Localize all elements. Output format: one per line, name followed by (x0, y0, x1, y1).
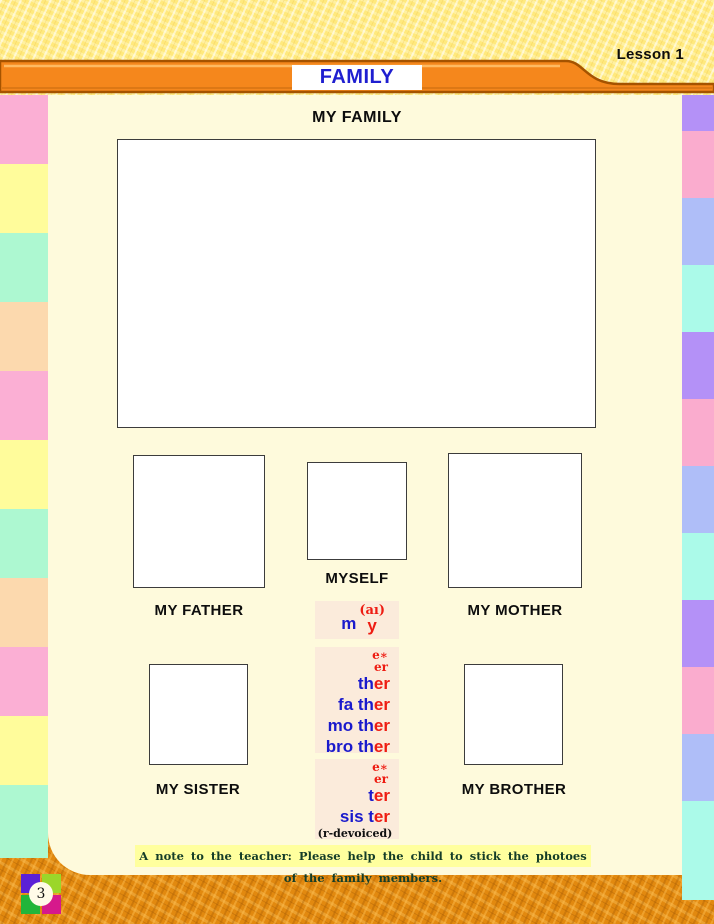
ther-sup-2: er (374, 660, 388, 674)
page-number-badge (21, 874, 61, 914)
stripe (0, 302, 48, 371)
ter-sup-1: e∗ (372, 760, 388, 774)
my-red-part: y (367, 616, 377, 635)
my-phonics-box (315, 601, 399, 639)
stripe (682, 332, 714, 399)
stripe (0, 95, 48, 164)
stripe (0, 578, 48, 647)
stripe (682, 265, 714, 332)
mother-label: MY MOTHER (467, 602, 563, 619)
stripe (682, 667, 714, 734)
stripe (0, 233, 48, 302)
stripe (0, 440, 48, 509)
phonics-word: ter (368, 786, 390, 805)
phonics-word: mo ther (327, 716, 390, 735)
page-title: MY FAMILY (312, 109, 402, 126)
stripe (0, 371, 48, 440)
stripe (0, 716, 48, 785)
lesson-label: Lesson 1 (616, 46, 684, 63)
stripe (682, 801, 714, 900)
my-superscript: (aı) (359, 603, 385, 618)
stripe (0, 785, 48, 858)
stripe (682, 533, 714, 600)
stripe (682, 399, 714, 466)
phonics-word: sis ter (339, 807, 390, 826)
myself-photo-box (307, 462, 407, 560)
right-stripe-column (682, 95, 714, 900)
teacher-note: A note to the teacher: Please help the child to stick the photoes of the family members. (135, 845, 591, 867)
stripe (682, 466, 714, 533)
phonics-word: ther (357, 674, 390, 693)
stripe (682, 198, 714, 265)
sister-photo-box (149, 664, 248, 765)
brother-label: MY BROTHER (461, 781, 567, 798)
stripe (682, 734, 714, 801)
left-stripe-column (0, 95, 48, 858)
my-blue-part: m (341, 614, 357, 633)
ther-phonics-box (315, 647, 399, 756)
mother-photo-box (448, 453, 582, 588)
father-label: MY FATHER (154, 602, 244, 619)
stripe (0, 647, 48, 716)
brother-photo-box (464, 664, 563, 765)
my-y-column (359, 604, 385, 634)
r-devoiced-note: (r-devoiced) (317, 827, 393, 840)
ter-sup-2: er (374, 772, 388, 786)
stripe (682, 600, 714, 667)
stripe (0, 164, 48, 233)
phonics-word: bro ther (325, 737, 390, 756)
phonics-word: fa ther (338, 695, 390, 714)
family-photo-box (117, 139, 596, 428)
ther-sup-1: e∗ (372, 648, 388, 662)
sister-label: MY SISTER (155, 781, 241, 798)
father-photo-box (133, 455, 265, 588)
ter-phonics-box (315, 759, 399, 839)
banner-title: FAMILY (292, 65, 422, 90)
stripe (682, 95, 714, 131)
stripe (682, 131, 714, 198)
myself-label: MYSELF (325, 570, 389, 587)
stripe (0, 509, 48, 578)
page-number: 3 (29, 882, 53, 906)
